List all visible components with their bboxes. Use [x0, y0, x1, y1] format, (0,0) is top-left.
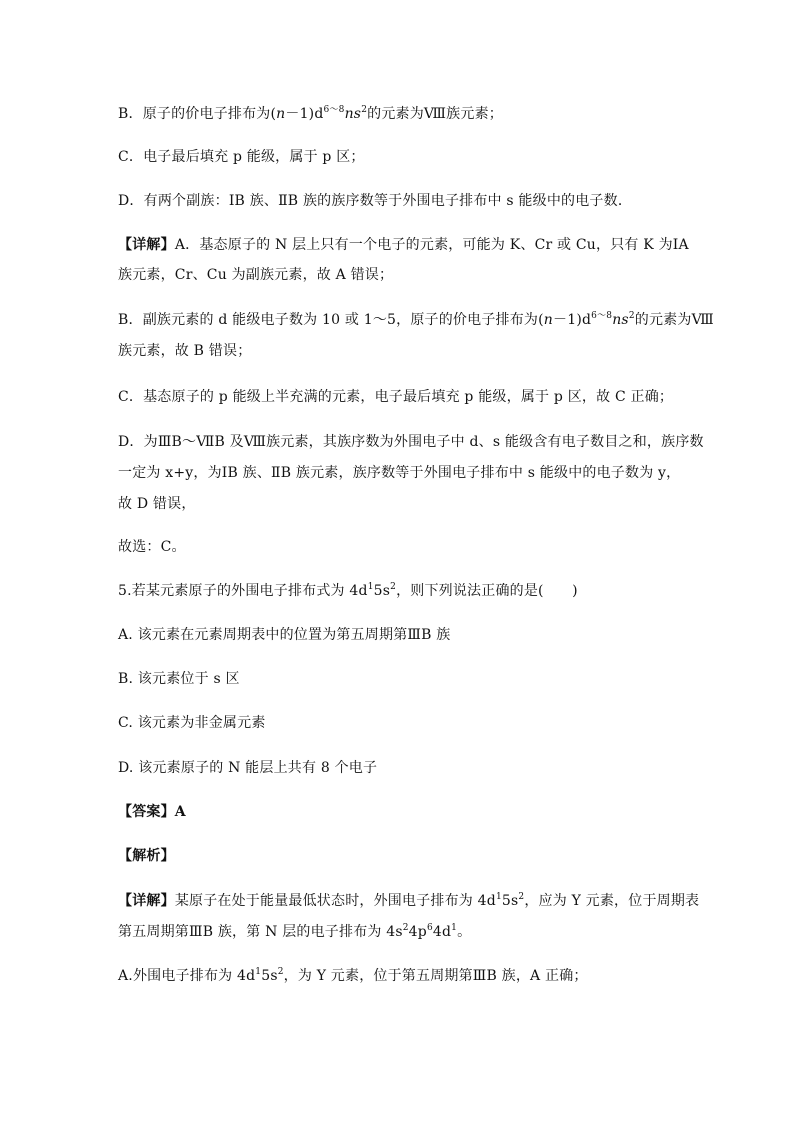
text: ns: [344, 106, 362, 122]
option-b-statement: [118, 103, 678, 125]
detail2-line-1: [118, 890, 700, 912]
superscript: 1: [451, 923, 458, 933]
superscript: 1: [255, 967, 262, 977]
text: B．原子的价电子排布为(: [118, 106, 277, 122]
superscript: 6～8: [591, 311, 613, 321]
text: A．基态原子的 N 层上只有一个电子的元素，可能为 K、Cr 或 Cu，只有 K 为ⅠA: [174, 237, 689, 253]
question-5: [118, 580, 678, 602]
text: A.外围电子排布为 4d: [118, 968, 256, 984]
detail-d-line-2: 一定为 x+y，为ⅠB 族、ⅡB 族元素，族序数等于外围电子排布中 s 能级中的电子数为 y，: [118, 465, 681, 481]
detail-d-line-1: D．为ⅢB～ⅦB 及Ⅷ族元素，其族序数为外围电子中 d、s 能级含有电子数目之和，族序数: [118, 434, 704, 450]
detail-b-line-1: [118, 309, 714, 331]
superscript: 1: [495, 892, 502, 902]
option-a: A. 该元素在元素周期表中的位置为第五周期第ⅢB 族: [118, 627, 451, 643]
text: ，应为 Y 元素，位于周期表: [524, 893, 700, 909]
superscript: 2: [628, 311, 635, 321]
text: 。: [457, 924, 472, 940]
text: 的元素为Ⅷ: [634, 312, 714, 328]
superscript: 6～8: [323, 105, 345, 115]
text: 某原子在处于能量最低状态时，外围电子排布为 4d: [174, 893, 496, 909]
text: 5s: [261, 968, 278, 984]
text: 第五周期第ⅢB 族，第 N 层的电子排布为 4s: [118, 924, 403, 940]
text: 5s: [501, 893, 519, 909]
detail-a-line-2: 族元素，Cr、Cu 为副族元素，故 A 错误；: [118, 267, 394, 283]
option-d-statement: D．有两个副族：ⅠB 族、ⅡB 族的族序数等于外围电子排布中 s 能级中的电子数．: [118, 193, 633, 209]
option-d: D. 该元素原子的 N 能层上共有 8 个电子: [118, 760, 378, 776]
detail2-line-2: [118, 921, 678, 943]
option-b: B. 该元素位于 s 区: [118, 671, 240, 687]
text: 4p: [408, 924, 427, 940]
choose-answer: 故选：C。: [118, 539, 186, 555]
text: 5.若某元素原子的外围电子排布式为 4d: [118, 583, 368, 599]
superscript: 2: [518, 892, 525, 902]
detail-d-line-3: 故 D 错误，: [118, 496, 196, 512]
detail-a-line-1: [118, 234, 689, 256]
text: ns: [612, 312, 629, 328]
superscript: 2: [402, 923, 409, 933]
analysis-label: 【解析】: [118, 848, 175, 864]
superscript: 1: [367, 582, 374, 592]
superscript: 6: [426, 923, 433, 933]
text: 的元素为Ⅷ族元素；: [367, 106, 503, 122]
detail-tag: 【详解】: [118, 893, 175, 909]
option-c-statement: C．电子最后填充 p 能级，属于 p 区；: [118, 149, 365, 165]
text: ，则下列说法正确的是( ): [396, 583, 578, 599]
detail2-line-3: [118, 965, 678, 987]
detail-b-line-2: 族元素，故 B 错误；: [118, 343, 252, 359]
text: B．副族元素的 d 能级电子数为 10 或 1～5，原子的价电子排布为(: [118, 312, 544, 328]
answer-label: 【答案】A: [118, 804, 186, 820]
superscript: 2: [361, 105, 368, 115]
text: n: [276, 106, 286, 122]
option-c: C. 该元素为非金属元素: [118, 715, 266, 731]
text: 5s: [373, 583, 391, 599]
text: n: [543, 312, 554, 328]
text: －1)d: [553, 312, 592, 328]
detail-tag: 【详解】: [118, 237, 175, 253]
superscript: 2: [277, 967, 284, 977]
text: ，为 Y 元素，位于第五周期第ⅢB 族，A 正确；: [283, 968, 588, 984]
superscript: 2: [390, 582, 397, 592]
text: －1)d: [285, 106, 324, 122]
detail-c: C．基态原子的 p 能级上半充满的元素，电子最后填充 p 能级，属于 p 区，故 C 正确；: [118, 389, 674, 405]
text: 4d: [432, 924, 452, 940]
